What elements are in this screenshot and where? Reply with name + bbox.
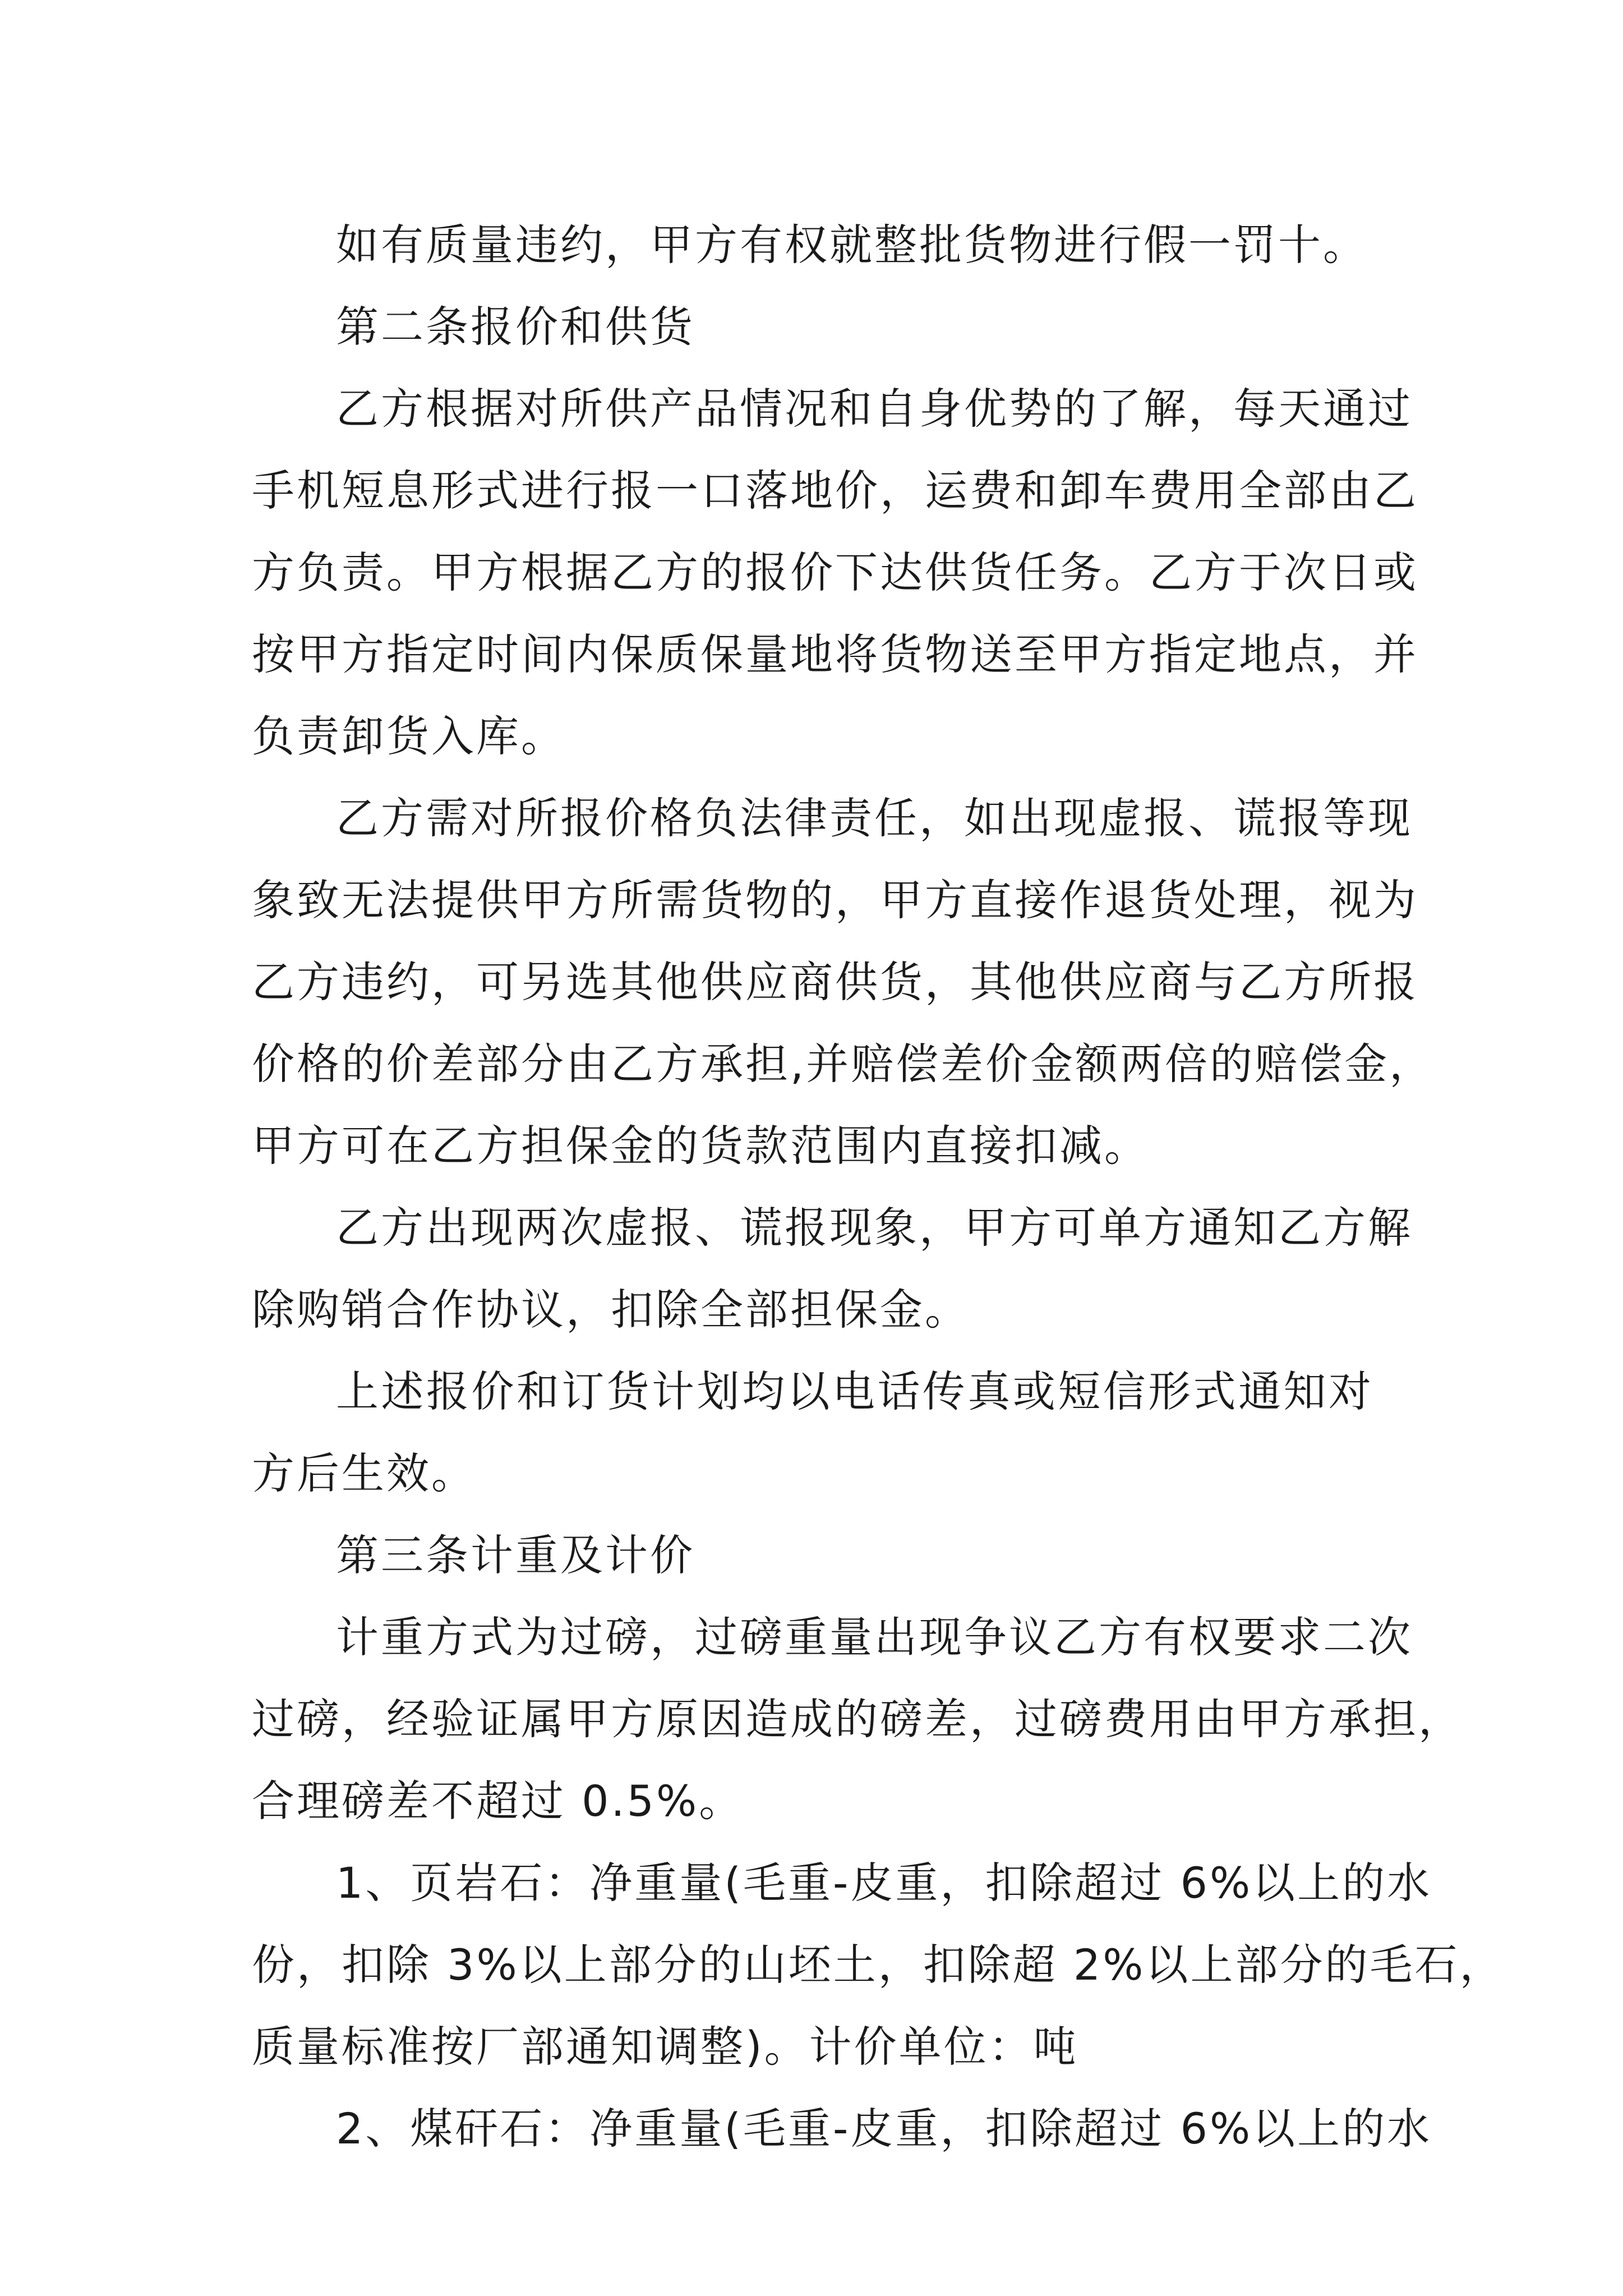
paragraph-line: 除购销合作协议，扣除全部担保金。 xyxy=(252,1285,970,1335)
paragraph-line: 如有质量违约，甲方有权就整批货物进行假一罚十。 xyxy=(336,220,1368,270)
paragraph-line: 方负责。甲方根据乙方的报价下达供货任务。乙方于次日或 xyxy=(252,547,1418,597)
paragraph-line: 质量标准按厂部通知调整)。计价单位：吨 xyxy=(252,2022,1078,2072)
paragraph-line: 负责卸货入库。 xyxy=(252,711,566,761)
paragraph-line: 2、煤矸石：净重量(毛重-皮重，扣除超过 6%以上的水 xyxy=(336,2104,1432,2154)
paragraph-line: 计重方式为过磅，过磅重量出现争议乙方有权要求二次 xyxy=(336,1612,1413,1662)
paragraph-line: 乙方需对所报价格负法律责任，如出现虚报、谎报等现 xyxy=(336,793,1413,843)
paragraph-line: 上述报价和订货计划均以电话传真或短信形式通知对 xyxy=(336,1366,1373,1416)
paragraph-line: 过磅，经验证属甲方原因造成的磅差，过磅费用由甲方承担， xyxy=(252,1694,1463,1744)
paragraph-line: 份，扣除 3%以上部分的山坯土，扣除超 2%以上部分的毛石， xyxy=(252,1940,1505,1990)
paragraph-line: 合理磅差不超过 0.5%。 xyxy=(252,1776,744,1826)
paragraph-line: 象致无法提供甲方所需货物的，甲方直接作退货处理，视为 xyxy=(252,875,1418,925)
section-heading: 第三条计重及计价 xyxy=(336,1530,695,1580)
paragraph-line: 价格的价差部分由乙方承担,并赔偿差价金额两倍的赔偿金， xyxy=(252,1039,1435,1089)
paragraph-line: 甲方可在乙方担保金的货款范围内直接扣减。 xyxy=(252,1121,1149,1171)
paragraph-line: 按甲方指定时间内保质保量地将货物送至甲方指定地点，并 xyxy=(252,629,1418,679)
section-heading: 第二条报价和供货 xyxy=(336,302,695,352)
document-page xyxy=(252,0,1505,2296)
paragraph-line: 手机短息形式进行报一口落地价，运费和卸车费用全部由乙 xyxy=(252,466,1418,516)
paragraph-line: 乙方根据对所供产品情况和自身优势的了解，每天通过 xyxy=(336,384,1413,434)
paragraph-line: 方后生效。 xyxy=(252,1448,476,1498)
paragraph-line: 乙方违约，可另选其他供应商供货，其他供应商与乙方所报 xyxy=(252,957,1418,1007)
paragraph-line: 1、页岩石：净重量(毛重-皮重，扣除超过 6%以上的水 xyxy=(336,1858,1432,1908)
paragraph-line: 乙方出现两次虚报、谎报现象，甲方可单方通知乙方解 xyxy=(336,1203,1413,1253)
